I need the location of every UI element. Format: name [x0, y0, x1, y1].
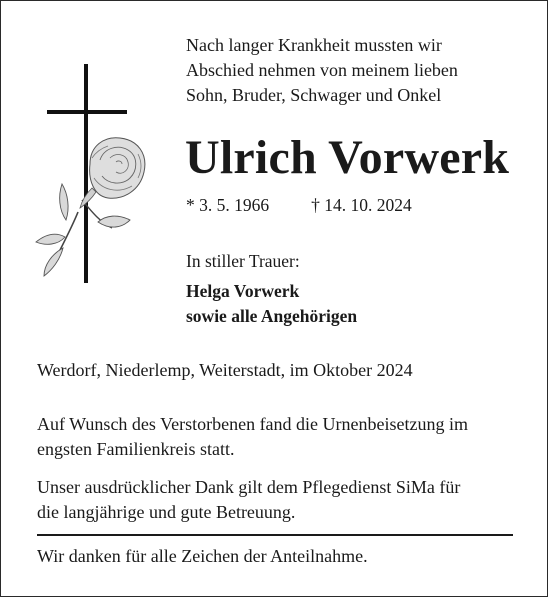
paragraph-line: engsten Familienkreis statt. [37, 439, 235, 459]
mourner-name: sowie alle Angehörigen [186, 306, 358, 326]
thanks-line: Wir danken für alle Zeichen der Anteilnahme. [37, 546, 368, 566]
rose-icon [36, 138, 145, 276]
paragraph-line: die langjährige und gute Betreuung. [37, 502, 296, 522]
mourning-label: In stiller Trauer: [186, 251, 300, 271]
paragraph-line: Unser ausdrücklicher Dank gilt dem Pflegedienst SiMa für [37, 477, 461, 497]
life-dates [186, 193, 412, 217]
gratitude-paragraph [37, 475, 515, 525]
cross-with-rose-emblem [30, 62, 170, 292]
intro-text [186, 33, 526, 108]
mourner-name: Helga Vorwerk [186, 281, 300, 301]
divider-line [37, 534, 513, 536]
intro-line: Abschied nehmen von meinem lieben [186, 60, 458, 80]
burial-paragraph [37, 412, 515, 462]
death-date: † 14. 10. 2024 [311, 195, 412, 215]
paragraph-line: Auf Wunsch des Verstorbenen fand die Urnenbeisetzung im [37, 414, 468, 434]
places-and-date: Werdorf, Niederlemp, Weiterstadt, im Oktober 2024 [37, 360, 413, 380]
deceased-name: Ulrich Vorwerk [185, 131, 510, 184]
intro-line: Nach langer Krankheit mussten wir [186, 35, 442, 55]
intro-line: Sohn, Bruder, Schwager und Onkel [186, 85, 442, 105]
birth-date: * 3. 5. 1966 [186, 195, 270, 215]
